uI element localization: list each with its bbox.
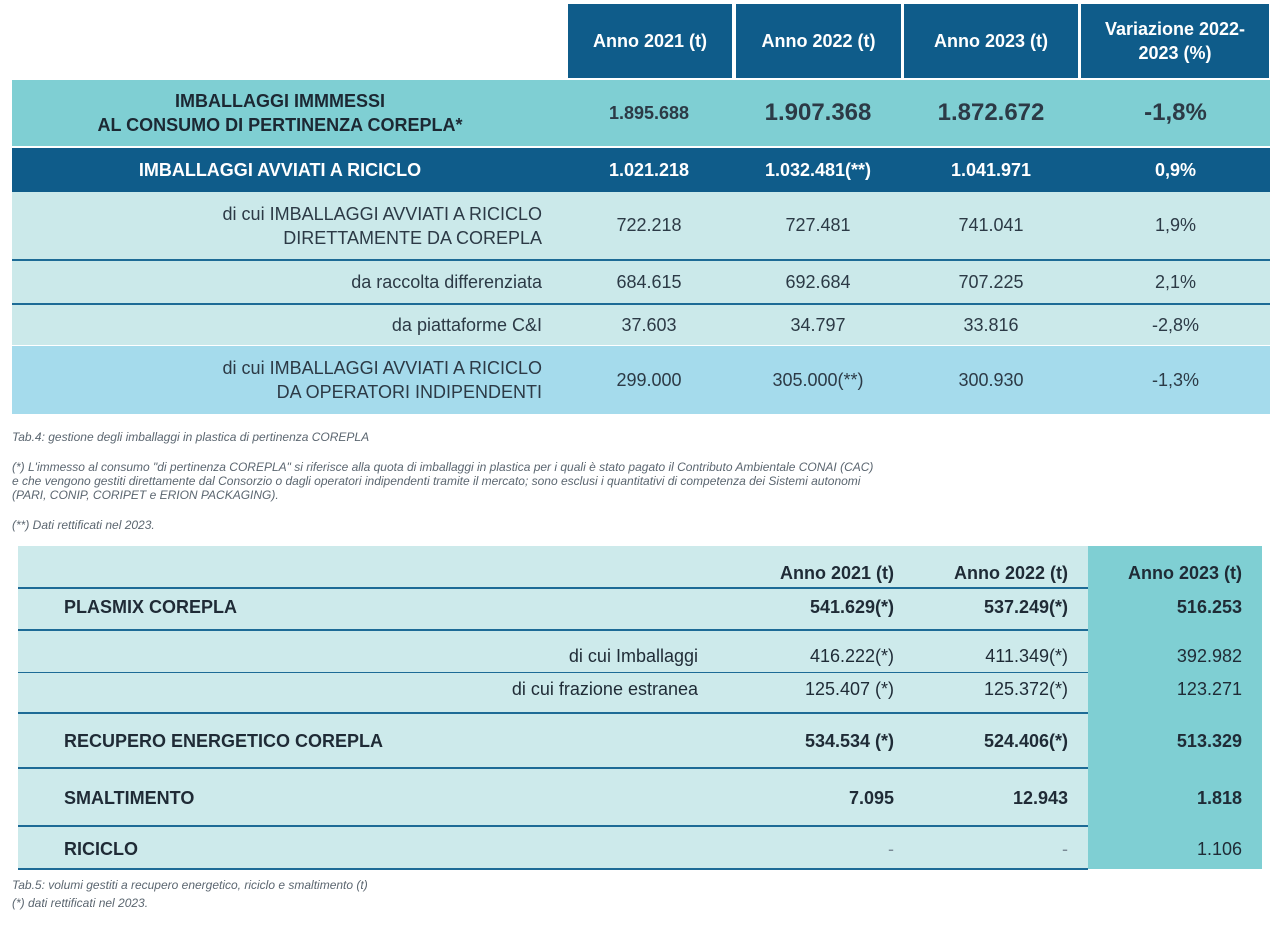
t1-value-variation: 2,1% [1154,271,1197,292]
t1-value-2022: 1.907.368 [764,99,872,126]
t2-header-2022: Anno 2022 (t) [953,562,1068,583]
t1-value-2022: 727.481 [785,215,851,235]
table1-footnote: (*) L'immesso al consumo "di pertinenza COREPLA" si riferisce alla quota di imballaggi in plastica per i quali è stato pagato il Contributo Ambientale CONAI (CAC) e che vengono gestiti direttamente dal Consorzio o dagli operatori indipendenti tramite il mercato; sono esclusi i quantitativi di competenza dei Sistemi autonomi (PARI, CONIP, CORIPET e ERION PACKAGING). [12,460,874,502]
t1-value-2022: 34.797 [790,314,846,335]
t2-separator [18,767,1088,769]
t1-value-variation: 1,9% [1154,215,1197,235]
t1-value-2021: 684.615 [616,271,682,292]
t1-row-riciclo [12,148,1270,192]
t2-value-2021: 416.222(*) [809,645,894,666]
t2-separator [18,629,1088,631]
t2-value-2022: 125.372(*) [983,678,1068,699]
t1-value-2023: 741.041 [958,215,1024,235]
t2-value-2023: 392.982 [1176,645,1242,666]
t1-row-direttamente [12,192,1270,259]
t2-value-2023: 513.329 [1176,730,1242,751]
table1-caption: Tab.4: gestione degli imballaggi in plastica di pertinenza COREPLA [12,430,370,444]
t2-separator [18,825,1088,827]
t2-separator [18,587,1088,589]
t2-value-2022: 411.349(*) [985,645,1068,666]
t2-value-2022: 524.406(*) [983,730,1068,751]
t2-value-2021: 541.629(*) [809,596,894,617]
t2-value-2021: 534.534 (*) [804,730,894,751]
t1-value-variation: -2,8% [1151,314,1200,335]
t1-header-variation [1081,4,1269,78]
t1-header-2023: Anno 2023 (t) [904,4,1078,78]
t1-value-2023: 1.041.971 [950,159,1032,180]
t1-value-2021: 1.895.688 [608,102,690,123]
t2-row-label: RECUPERO ENERGETICO COREPLA [64,730,384,751]
t2-row-label: di cui frazione estranea [511,678,698,699]
t1-row-label: di cui IMBALLAGGI AVVIATI A RICICLO DA OPERATORI INDIPENDENTI [222,358,542,402]
t1-value-variation: -1,8% [1144,99,1207,126]
t1-row-label: da piattaforme C&I [391,315,542,335]
t1-value-variation: 0,9% [1154,159,1197,180]
t2-value-2022: 12.943 [1012,787,1068,808]
t1-value-2022: 305.000(**) [772,369,864,390]
t2-row-label: SMALTIMENTO [64,787,195,808]
t2-value-2021: 125.407 (*) [804,678,894,699]
t1-value-2023: 300.930 [958,369,1024,390]
t1-value-2021: 37.603 [621,314,677,335]
t2-value-2021: 7.095 [848,787,894,808]
t2-separator [18,868,1088,870]
t1-row-label: IMBALLAGGI IMMMESSI AL CONSUMO DI PERTINENZA COREPLA* [97,91,463,135]
t1-value-2021: 722.218 [616,215,682,235]
t2-value-2022: 537.249(*) [983,596,1068,617]
t2-value-2023: 123.271 [1176,678,1242,699]
t2-value-2022: - [1062,838,1068,859]
t2-value-2021: - [888,838,894,859]
t1-row-immessi [12,80,1270,146]
t2-row-label: di cui Imballaggi [568,645,698,666]
table1-footnote-2: (**) Dati rettificati nel 2023. [12,518,155,532]
t1-value-2022: 692.684 [785,271,851,292]
t1-row-label: da raccolta differenziata [351,272,542,292]
t1-row-piattaforme [12,305,1270,345]
t1-header-2022: Anno 2022 (t) [736,4,901,78]
t1-value-2021: 1.021.218 [608,159,690,180]
t1-value-2021: 299.000 [616,369,682,390]
table2-footnote: (*) dati rettificati nel 2023. [12,896,149,910]
t2-row-label: RICICLO [64,838,138,859]
t1-header-2021: Anno 2021 (t) [568,4,732,78]
t1-value-2022: 1.032.481(**) [764,159,872,180]
table1-header [0,4,1280,78]
table2-caption: Tab.5: volumi gestiti a recupero energetico, riciclo e smaltimento (t) [12,878,368,892]
t1-value-2023: 1.872.672 [937,99,1045,126]
t2-value-2023: 516.253 [1176,596,1242,617]
t1-value-2023: 33.816 [963,314,1019,335]
t2-row-label: PLASMIX COREPLA [64,596,238,617]
t1-value-variation: -1,3% [1151,369,1200,390]
t2-header-2023: Anno 2023 (t) [1127,562,1242,583]
t1-value-2023: 707.225 [958,271,1024,292]
t2-separator [18,712,1088,714]
t2-header-2021: Anno 2021 (t) [779,562,894,583]
t2-value-2023: 1.818 [1196,787,1242,808]
t1-row-label: IMBALLAGGI AVVIATI A RICICLO [138,160,422,180]
t1-row-indipendenti [12,346,1270,414]
t2-value-2023: 1.106 [1196,838,1242,859]
t1-header-variation-text: Variazione 2022-2023 (%) [1104,19,1246,63]
t2-separator [18,672,1088,673]
t1-row-raccolta [12,261,1270,303]
t1-row-label: di cui IMBALLAGGI AVVIATI A RICICLO DIRETTAMENTE DA COREPLA [222,203,542,248]
